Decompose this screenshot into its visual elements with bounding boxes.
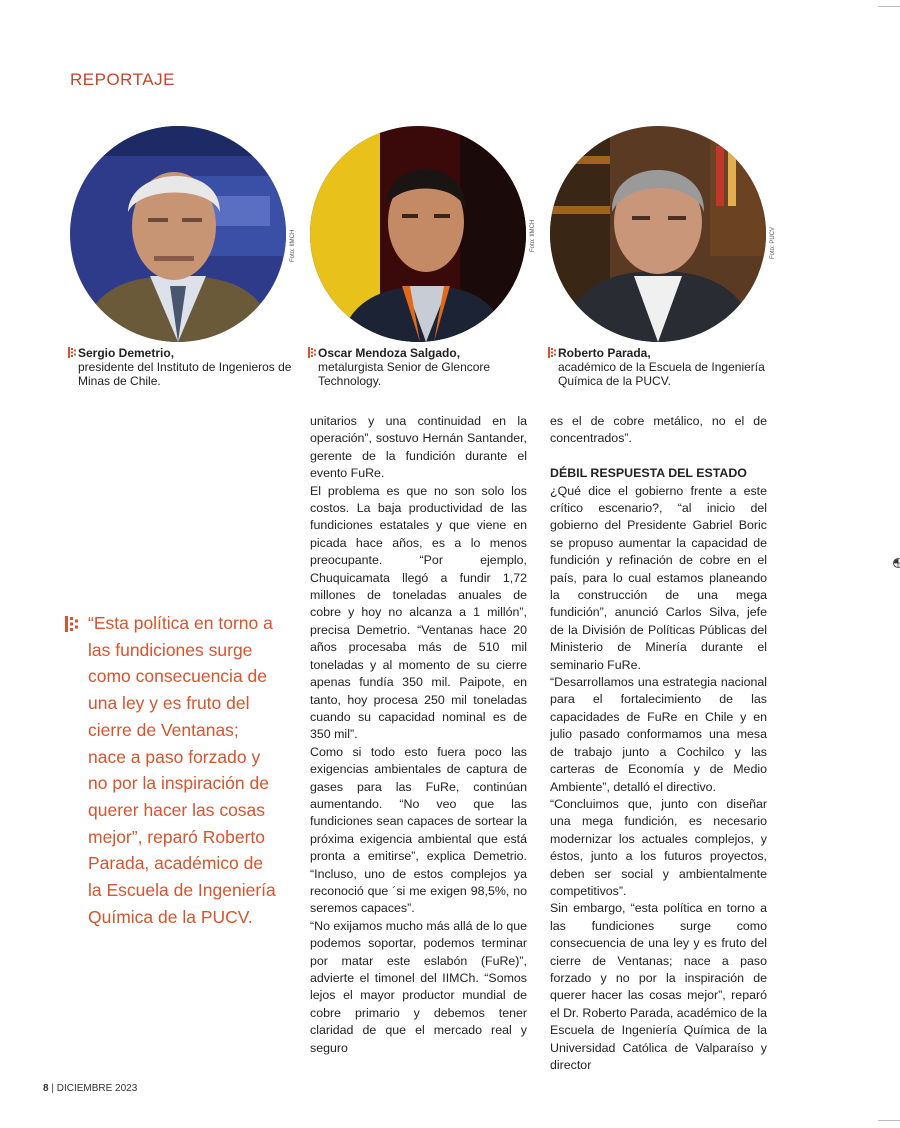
trim-mark: [878, 1120, 900, 1121]
portrait-photo-oscar-mendoza: [310, 126, 526, 342]
spacer: [550, 448, 767, 465]
portrait-photo-sergio-demetrio: [70, 126, 286, 342]
caption-name: Roberto Parada,: [558, 346, 651, 360]
issue-date: | DICIEMBRE 2023: [51, 1083, 138, 1094]
bullet-icon: [548, 347, 557, 358]
caption-role: metalurgista Senior de Glencore Technology.: [318, 360, 491, 388]
bullet-icon: [308, 347, 317, 358]
registration-mark-icon: [893, 558, 900, 568]
paragraph: es el de cobre metálico, no el de concentrados”.: [550, 414, 767, 446]
article-column-middle: [310, 413, 527, 1057]
pull-quote: [65, 610, 280, 930]
page-folio: [43, 1083, 137, 1094]
photo-credit-3: Foto: PUCV: [770, 226, 776, 259]
portrait-photo-roberto-parada: [550, 126, 766, 342]
caption-name: Sergio Demetrio,: [78, 346, 175, 360]
paragraph: El problema es que no son solo los costos. La baja productividad de las fundiciones estatales y que viene en picada hace años, es a lo menos preocupante. “Por ejemplo, Chuquicamata llegó a fundir 1,72 millones de toneladas anuales de cobre y hoy no alcanza a 1 millón”, precisa Demetrio. “Ventanas hace 20 años procesaba más de 510 mil toneladas y al momento de su cierre apenas fundía 350 mil. Paipote, en tanto, hoy procesa 250 mil toneladas cuando su capacidad nominal es de 350 mil”.: [310, 483, 527, 742]
caption-oscar-mendoza: [308, 346, 533, 388]
page-number: 8: [43, 1083, 49, 1094]
section-label: REPORTAJE: [70, 70, 175, 89]
paragraph: “Concluimos que, junto con diseñar una mega fundición, es necesario modernizar los actuales complejos, y éstos, junto a los futuros proyectos, deben ser social y ambientalmente competitivos”.: [550, 796, 767, 898]
caption-roberto-parada: [548, 346, 773, 388]
photo-credit-2: Foto: IIMCH: [530, 219, 536, 252]
quote-bullet-icon: [65, 616, 79, 632]
paragraph: “Desarrollamos una estrategia nacional para el fortalecimiento de las capacidades de FuRe en Chile y en julio pasado conformamos una mesa de trabajo junto a Cochilco y las carteras de Economía y de Medio Ambiente”, detalló el directivo.: [550, 675, 767, 794]
caption-role: académico de la Escuela de Ingeniería Química de la PUCV.: [558, 360, 765, 388]
pull-quote-text: “Esta política en torno a las fundiciones surge como consecuencia de una ley y es fruto del cierre de Ventanas; nace a paso forzado y no por la inspiración de querer hacer las cosas mejor”, reparó Roberto Parada, académico de la Escuela de Ingeniería Química de la PUCV.: [88, 613, 276, 927]
paragraph: unitarios y una continuidad en la operación”, sostuvo Hernán Santander, gerente de la fundición durante el evento FuRe.: [310, 414, 527, 481]
paragraph: Sin embargo, “esta política en torno a las fundiciones surge como consecuencia de una ley y es fruto del cierre de Ventanas; nace a paso forzado y no por la inspiración de querer hacer las cosas mejor”, reparó el Dr. Roberto Parada, académico de la Escuela de Ingeniería Química de la Universidad Católica de Valparaíso y director: [550, 901, 767, 1073]
photo-credit-1: Foto: IIMCH: [290, 229, 296, 262]
caption-name: Oscar Mendoza Salgado,: [318, 346, 461, 360]
paragraph: “No exijamos mucho más allá de lo que podemos soportar, podemos terminar por matar este eslabón (FuRe)”, advierte el timonel del IIMCh. “Somos lejos el mayor productor mundial de cobre primario y debemos tener claridad de que el mercado real y seguro: [310, 918, 527, 1055]
paragraph: ¿Qué dice el gobierno frente a este crítico escenario?, “al inicio del gobierno del Presidente Gabriel Boric se propuso aumentar la capacidad de fundición y refinación de cobre en el país, para lo cual estamos planeando la construcción de una mega fundición”, anunció Carlos Silva, jefe de la División de Políticas Públicas del Ministerio de Minería durante el seminario FuRe.: [550, 483, 767, 672]
bullet-icon: [68, 347, 77, 358]
paragraph: Como si todo esto fuera poco las exigencias ambientales de captura de gases para las FuRe, continúan aumentando. “No veo que las fundiciones sean capaces de sortear la próxima exigencia ambiental que está pronta a emitirse”, explica Demetrio. “Incluso, uno de estos complejos ya reconoció que ´si me exigen 98,5%, no seremos capaces”.: [310, 744, 527, 916]
caption-sergio-demetrio: [68, 346, 293, 388]
trim-mark: [878, 6, 900, 7]
section-heading: DÉBIL RESPUESTA DEL ESTADO: [550, 466, 747, 481]
article-column-right: [550, 413, 767, 1074]
caption-role: presidente del Instituto de Ingenieros de Minas de Chile.: [78, 360, 292, 388]
